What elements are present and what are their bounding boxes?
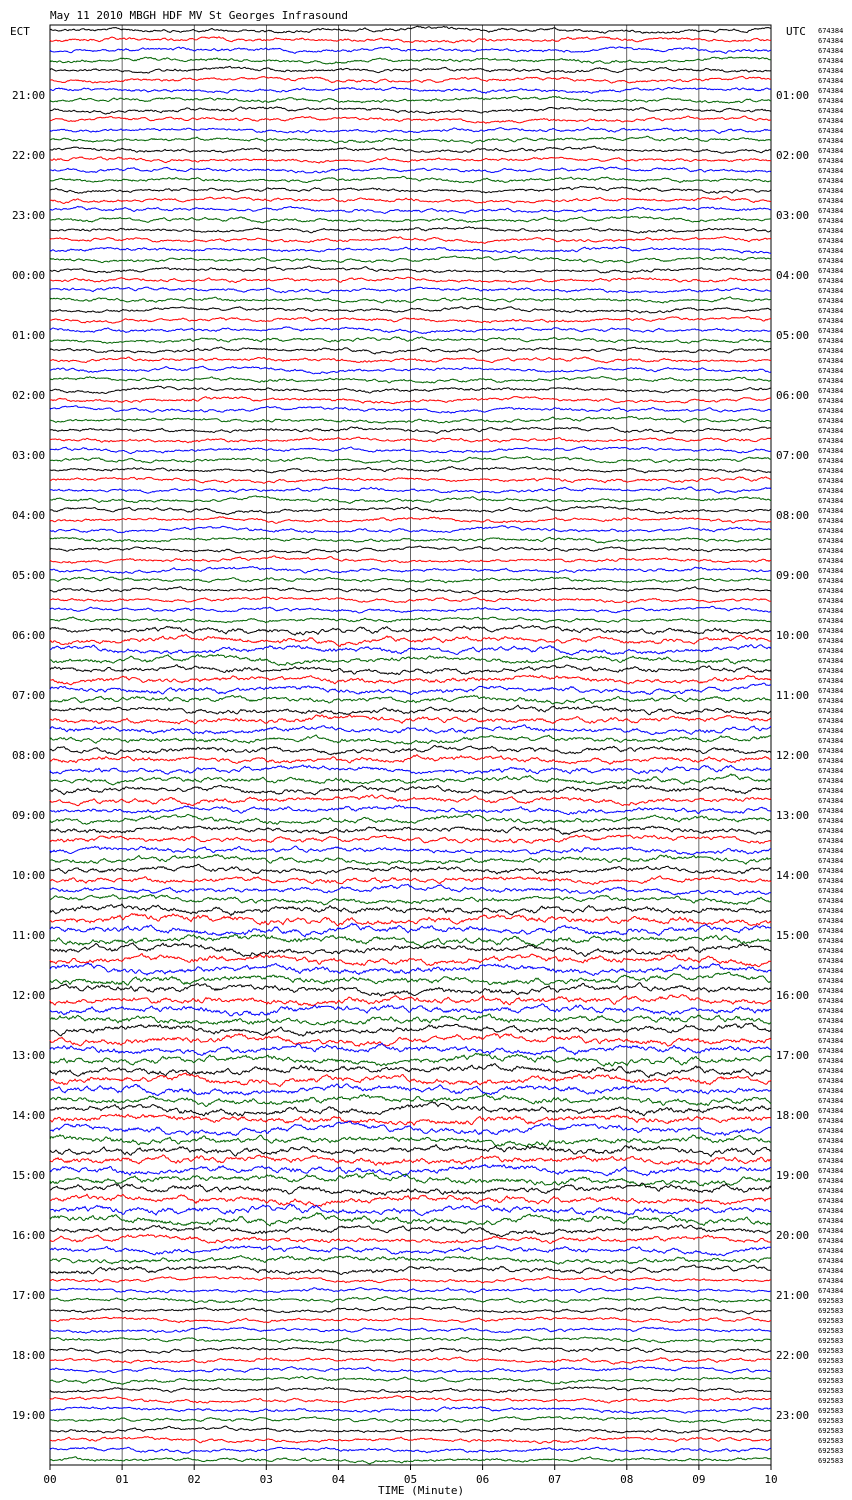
right-hour-label: 18:00 — [776, 1109, 810, 1122]
scale-value-label: 674384 — [818, 327, 844, 335]
scale-value-label: 674384 — [818, 277, 844, 285]
scale-value-label: 674384 — [818, 47, 844, 55]
scale-value-label: 674384 — [818, 497, 844, 505]
right-axis-label: UTC — [786, 25, 806, 38]
scale-value-label: 674384 — [818, 177, 844, 185]
scale-value-label: 674384 — [818, 1057, 844, 1065]
scale-value-label: 674384 — [818, 237, 844, 245]
scale-value-label: 674384 — [818, 427, 844, 435]
scale-value-label: 674384 — [818, 1107, 844, 1115]
scale-value-label: 674384 — [818, 1187, 844, 1195]
scale-value-label: 674384 — [818, 977, 844, 985]
left-hour-label: 01:00 — [12, 329, 46, 342]
scale-value-label: 692583 — [818, 1427, 844, 1435]
scale-value-label: 692583 — [818, 1327, 844, 1335]
x-tick-label: 00 — [43, 1473, 57, 1486]
right-hour-label: 04:00 — [776, 269, 810, 282]
right-hour-label: 09:00 — [776, 569, 810, 582]
scale-value-label: 674384 — [818, 797, 844, 805]
scale-value-label: 674384 — [818, 567, 844, 575]
right-hour-label: 12:00 — [776, 749, 810, 762]
scale-value-label: 674384 — [818, 777, 844, 785]
scale-value-label: 692583 — [818, 1307, 844, 1315]
scale-value-label: 674384 — [818, 27, 844, 35]
left-hour-label: 10:00 — [12, 869, 46, 882]
scale-value-label: 674384 — [818, 667, 844, 675]
scale-value-label: 674384 — [818, 157, 844, 165]
right-hour-label: 19:00 — [776, 1169, 810, 1182]
left-axis-label: ECT — [10, 25, 30, 38]
scale-value-label: 674384 — [818, 717, 844, 725]
x-tick-label: 06 — [475, 1473, 490, 1486]
scale-value-label: 674384 — [818, 637, 844, 645]
left-hour-label: 15:00 — [12, 1169, 46, 1182]
right-hour-label: 08:00 — [776, 509, 810, 522]
scale-value-label: 692583 — [818, 1407, 844, 1415]
scale-value-label: 674384 — [818, 747, 844, 755]
scale-value-label: 674384 — [818, 307, 844, 315]
right-hour-label: 03:00 — [776, 209, 810, 222]
scale-value-label: 692583 — [818, 1297, 844, 1305]
scale-value-label: 674384 — [818, 847, 844, 855]
scale-value-label: 674384 — [818, 727, 844, 735]
scale-value-label: 674384 — [818, 77, 844, 85]
scale-value-label: 674384 — [818, 1197, 844, 1205]
right-hour-label: 11:00 — [776, 689, 810, 702]
scale-value-label: 692583 — [818, 1447, 844, 1455]
scale-value-label: 674384 — [818, 347, 844, 355]
scale-value-label: 674384 — [818, 1127, 844, 1135]
right-hour-label: 06:00 — [776, 389, 810, 402]
scale-value-label: 674384 — [818, 707, 844, 715]
left-hour-label: 13:00 — [12, 1049, 46, 1062]
left-hour-label: 06:00 — [12, 629, 46, 642]
x-tick-label: 05 — [403, 1473, 418, 1486]
scale-value-label: 674384 — [818, 357, 844, 365]
scale-value-label: 674384 — [818, 1067, 844, 1075]
scale-value-label: 674384 — [818, 1007, 844, 1015]
scale-value-label: 674384 — [818, 1207, 844, 1215]
scale-value-label: 674384 — [818, 67, 844, 75]
scale-value-label: 674384 — [818, 367, 844, 375]
scale-value-label: 674384 — [818, 257, 844, 265]
scale-value-label: 674384 — [818, 947, 844, 955]
scale-value-label: 674384 — [818, 1227, 844, 1235]
left-hour-label: 00:00 — [12, 269, 46, 282]
scale-value-label: 692583 — [818, 1357, 844, 1365]
scale-value-label: 674384 — [818, 867, 844, 875]
scale-labels — [818, 27, 843, 1465]
left-hour-label: 02:00 — [12, 389, 46, 402]
scale-value-label: 674384 — [818, 677, 844, 685]
scale-value-label: 674384 — [818, 807, 844, 815]
scale-value-label: 674384 — [818, 687, 844, 695]
scale-value-label: 674384 — [818, 387, 844, 395]
scale-value-label: 674384 — [818, 217, 844, 225]
scale-value-label: 674384 — [818, 887, 844, 895]
left-hour-label: 07:00 — [12, 689, 46, 702]
scale-value-label: 674384 — [818, 1287, 844, 1295]
scale-value-label: 674384 — [818, 477, 844, 485]
scale-value-label: 674384 — [818, 1177, 844, 1185]
scale-value-label: 674384 — [818, 147, 844, 155]
scale-value-label: 674384 — [818, 117, 844, 125]
left-hour-label: 04:00 — [12, 509, 46, 522]
chart-title: May 11 2010 MBGH HDF MV St Georges Infrasound — [50, 9, 349, 22]
scale-value-label: 674384 — [818, 137, 844, 145]
left-hour-label: 08:00 — [12, 749, 46, 762]
x-tick-label: 09 — [692, 1473, 706, 1486]
scale-value-label: 674384 — [818, 987, 844, 995]
scale-value-label: 674384 — [818, 907, 844, 915]
scale-value-label: 674384 — [818, 897, 844, 905]
right-hour-label: 22:00 — [776, 1349, 810, 1362]
scale-value-label: 674384 — [818, 967, 844, 975]
scale-value-label: 692583 — [818, 1457, 844, 1465]
left-hour-label: 05:00 — [12, 569, 46, 582]
scale-value-label: 674384 — [818, 417, 844, 425]
left-hour-label: 09:00 — [12, 809, 46, 822]
right-hour-label: 20:00 — [776, 1229, 810, 1242]
right-hour-label: 14:00 — [776, 869, 810, 882]
scale-value-label: 674384 — [818, 167, 844, 175]
scale-value-label: 674384 — [818, 997, 844, 1005]
scale-value-label: 674384 — [818, 127, 844, 135]
left-hour-label: 14:00 — [12, 1109, 46, 1122]
scale-value-label: 674384 — [818, 227, 844, 235]
scale-value-label: 674384 — [818, 287, 844, 295]
scale-value-label: 674384 — [818, 577, 844, 585]
scale-value-label: 674384 — [818, 597, 844, 605]
scale-value-label: 674384 — [818, 97, 844, 105]
scale-value-label: 674384 — [818, 517, 844, 525]
scale-value-label: 674384 — [818, 1277, 844, 1285]
right-hour-labels — [776, 89, 809, 1422]
scale-value-label: 674384 — [818, 767, 844, 775]
scale-value-label: 674384 — [818, 737, 844, 745]
scale-value-label: 674384 — [818, 817, 844, 825]
scale-value-label: 674384 — [818, 957, 844, 965]
scale-value-label: 674384 — [818, 607, 844, 615]
left-hour-label: 17:00 — [12, 1289, 46, 1302]
scale-value-label: 674384 — [818, 1097, 844, 1105]
scale-value-label: 674384 — [818, 647, 844, 655]
scale-value-label: 692583 — [818, 1417, 844, 1425]
scale-value-label: 674384 — [818, 1027, 844, 1035]
left-hour-label: 23:00 — [12, 209, 46, 222]
x-tick-label: 08 — [620, 1473, 634, 1486]
scale-value-label: 674384 — [818, 857, 844, 865]
right-hour-label: 16:00 — [776, 989, 810, 1002]
scale-value-label: 674384 — [818, 587, 844, 595]
scale-value-label: 674384 — [818, 697, 844, 705]
scale-value-label: 674384 — [818, 1237, 844, 1245]
scale-value-label: 674384 — [818, 1147, 844, 1155]
left-hour-label: 21:00 — [12, 89, 46, 102]
scale-value-label: 692583 — [818, 1387, 844, 1395]
scale-value-label: 674384 — [818, 507, 844, 515]
x-tick-label: 04 — [331, 1473, 346, 1486]
scale-value-label: 674384 — [818, 1157, 844, 1165]
scale-value-label: 674384 — [818, 337, 844, 345]
scale-value-label: 692583 — [818, 1437, 844, 1445]
left-hour-label: 12:00 — [12, 989, 46, 1002]
scale-value-label: 674384 — [818, 1037, 844, 1045]
scale-value-label: 674384 — [818, 57, 844, 65]
scale-value-label: 674384 — [818, 547, 844, 555]
scale-value-label: 674384 — [818, 657, 844, 665]
scale-value-label: 674384 — [818, 447, 844, 455]
right-hour-label: 13:00 — [776, 809, 810, 822]
scale-value-label: 674384 — [818, 877, 844, 885]
right-hour-label: 23:00 — [776, 1409, 810, 1422]
scale-value-label: 674384 — [818, 1257, 844, 1265]
scale-value-label: 674384 — [818, 1217, 844, 1225]
scale-value-label: 674384 — [818, 527, 844, 535]
right-hour-label: 10:00 — [776, 629, 810, 642]
scale-value-label: 674384 — [818, 617, 844, 625]
scale-value-label: 674384 — [818, 37, 844, 45]
scale-value-label: 674384 — [818, 437, 844, 445]
left-hour-label: 19:00 — [12, 1409, 46, 1422]
scale-value-label: 674384 — [818, 187, 844, 195]
scale-value-label: 674384 — [818, 457, 844, 465]
scale-value-label: 674384 — [818, 397, 844, 405]
x-tick-label: 07 — [548, 1473, 562, 1486]
scale-value-label: 674384 — [818, 1047, 844, 1055]
right-hour-label: 17:00 — [776, 1049, 810, 1062]
right-hour-label: 02:00 — [776, 149, 810, 162]
scale-value-label: 674384 — [818, 207, 844, 215]
left-hour-label: 03:00 — [12, 449, 46, 462]
scale-value-label: 674384 — [818, 917, 844, 925]
scale-value-label: 674384 — [818, 937, 844, 945]
scale-value-label: 692583 — [818, 1367, 844, 1375]
scale-value-label: 674384 — [818, 827, 844, 835]
scale-value-label: 674384 — [818, 787, 844, 795]
scale-value-label: 674384 — [818, 197, 844, 205]
scale-value-label: 674384 — [818, 377, 844, 385]
right-hour-label: 15:00 — [776, 929, 810, 942]
x-tick-label: 10 — [764, 1473, 778, 1486]
right-hour-label: 21:00 — [776, 1289, 810, 1302]
scale-value-label: 692583 — [818, 1347, 844, 1355]
scale-value-label: 674384 — [818, 757, 844, 765]
scale-value-label: 674384 — [818, 467, 844, 475]
scale-value-label: 674384 — [818, 557, 844, 565]
left-hour-label: 22:00 — [12, 149, 46, 162]
x-tick-label: 02 — [187, 1473, 201, 1486]
scale-value-label: 674384 — [818, 1117, 844, 1125]
scale-value-label: 674384 — [818, 1267, 844, 1275]
scale-value-label: 674384 — [818, 1167, 844, 1175]
right-hour-label: 07:00 — [776, 449, 810, 462]
x-axis-label: TIME (Minute) — [378, 1484, 465, 1497]
scale-value-label: 674384 — [818, 487, 844, 495]
scale-value-label: 674384 — [818, 1077, 844, 1085]
left-hour-label: 16:00 — [12, 1229, 46, 1242]
scale-value-label: 674384 — [818, 247, 844, 255]
scale-value-label: 692583 — [818, 1377, 844, 1385]
x-axis-ticks — [43, 1465, 777, 1486]
scale-value-label: 674384 — [818, 1087, 844, 1095]
scale-value-label: 674384 — [818, 837, 844, 845]
scale-value-label: 674384 — [818, 537, 844, 545]
scale-value-label: 674384 — [818, 87, 844, 95]
scale-value-label: 674384 — [818, 927, 844, 935]
scale-value-label: 674384 — [818, 1017, 844, 1025]
x-tick-label: 01 — [115, 1473, 129, 1486]
x-tick-label: 03 — [259, 1473, 273, 1486]
scale-value-label: 674384 — [818, 317, 844, 325]
scale-value-label: 692583 — [818, 1397, 844, 1405]
left-hour-label: 11:00 — [12, 929, 46, 942]
scale-value-label: 674384 — [818, 407, 844, 415]
scale-value-label: 674384 — [818, 1137, 844, 1145]
scale-value-label: 692583 — [818, 1337, 844, 1345]
scale-value-label: 692583 — [818, 1317, 844, 1325]
scale-value-label: 674384 — [818, 107, 844, 115]
right-hour-label: 05:00 — [776, 329, 810, 342]
scale-value-label: 674384 — [818, 267, 844, 275]
scale-value-label: 674384 — [818, 1247, 844, 1255]
scale-value-label: 674384 — [818, 297, 844, 305]
left-hour-labels — [12, 89, 45, 1422]
right-hour-label: 01:00 — [776, 89, 810, 102]
left-hour-label: 18:00 — [12, 1349, 46, 1362]
scale-value-label: 674384 — [818, 627, 844, 635]
